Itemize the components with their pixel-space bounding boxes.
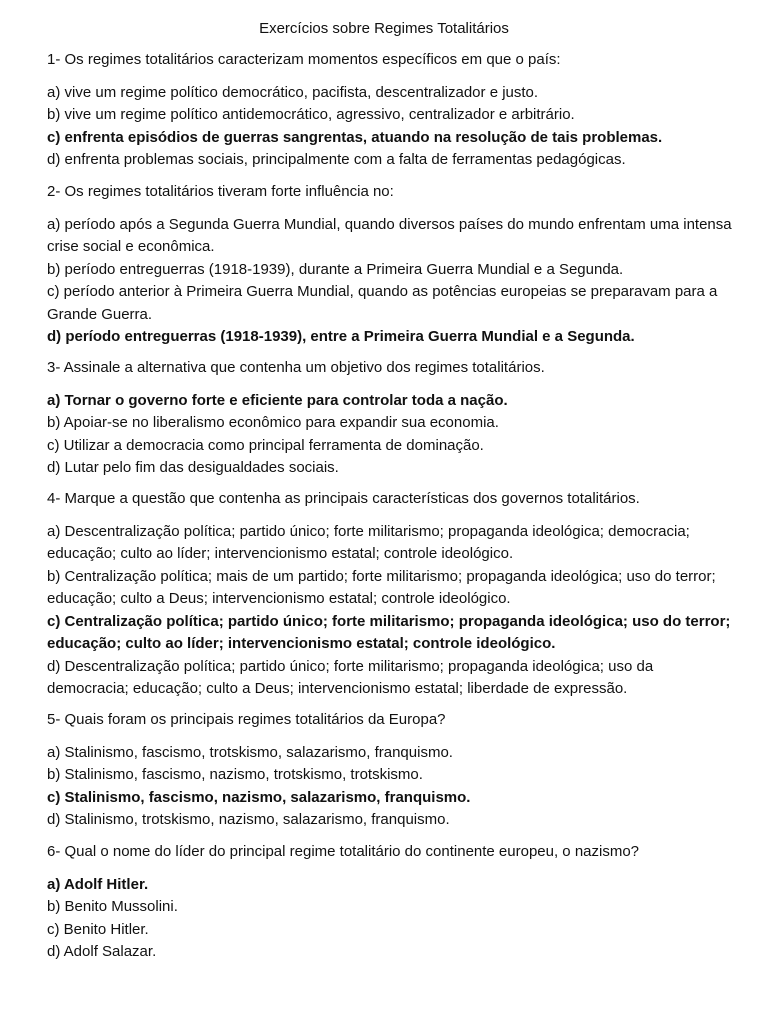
option-d: d) período entreguerras (1918-1939), entre a Primeira Guerra Mundial e a Segunda. (47, 328, 635, 345)
question-6 (47, 841, 737, 964)
question-stem: 1- Os regimes totalitários caracterizam momentos específicos em que o país: (47, 51, 561, 68)
option-b: b) período entreguerras (1918-1939), durante a Primeira Guerra Mundial e a Segunda. (47, 260, 624, 278)
option-a: a) Stalinismo, fascismo, trotskismo, salazarismo, franquismo. (47, 743, 453, 761)
option-d: d) Lutar pelo fim das desigualdades sociais. (47, 459, 339, 476)
option-b: b) Centralização política; mais de um partido; forte militarismo; propaganda ideológica; uso do terror; educação; culto a Deus; intervencionismo estatal; controle ideológico. (47, 567, 716, 607)
document-title: Exercícios sobre Regimes Totalitários (259, 20, 509, 37)
option-c: c) Benito Hitler. (47, 920, 149, 938)
option-c: c) enfrenta episódios de guerras sangrentas, atuando na resolução de tais problemas. (47, 128, 663, 146)
option-d: d) enfrenta problemas sociais, principalmente com a falta de ferramentas pedagógicas. (47, 151, 626, 168)
option-c: c) período anterior à Primeira Guerra Mundial, quando as potências europeias se preparavam para a Grande Guerra. (47, 283, 718, 323)
option-a: a) Adolf Hitler. (47, 875, 149, 893)
question-stem: 2- Os regimes totalitários tiveram forte influência no: (47, 183, 394, 200)
question-stem: 6- Qual o nome do líder do principal regime totalitário do continente europeu, o nazismo? (47, 843, 640, 860)
option-c: c) Stalinismo, fascismo, nazismo, salazarismo, franquismo. (47, 788, 471, 806)
option-b: b) Apoiar-se no liberalismo econômico para expandir sua economia. (47, 414, 499, 431)
option-c: c) Centralização política; partido único; forte militarismo; propaganda ideológica; uso do terror; educação; culto ao líder; intervencionismo estatal; controle ideológico. (47, 612, 731, 652)
option-c: c) Utilizar a democracia como principal ferramenta de dominação. (47, 436, 484, 454)
option-d: d) Stalinismo, trotskismo, nazismo, salazarismo, franquismo. (47, 811, 450, 828)
question-3 (47, 357, 737, 480)
option-d: d) Descentralização política; partido único; forte militarismo; propaganda ideológica; uso da democracia; educação; culto a Deus; intervencionismo estatal; liberdade de expressão. (47, 657, 654, 697)
question-2 (47, 181, 737, 349)
option-d: d) Adolf Salazar. (47, 943, 157, 960)
option-b: b) Stalinismo, fascismo, nazismo, trotskismo, trotskismo. (47, 766, 423, 783)
option-a: a) vive um regime político democrático, pacifista, descentralizador e justo. (47, 83, 539, 101)
option-b: b) vive um regime político antidemocrático, agressivo, centralizador e arbitrário. (47, 106, 575, 123)
question-stem: 5- Quais foram os principais regimes totalitários da Europa? (47, 711, 446, 728)
option-a: a) Tornar o governo forte e eficiente para controlar toda a nação. (47, 391, 508, 409)
option-a: a) período após a Segunda Guerra Mundial, quando diversos países do mundo enfrentam uma intensa crise social e econômica. (47, 215, 732, 255)
question-4 (47, 488, 737, 701)
question-stem: 4- Marque a questão que contenha as principais características dos governos totalitários. (47, 490, 640, 507)
option-b: b) Benito Mussolini. (47, 898, 178, 915)
option-a: a) Descentralização política; partido único; forte militarismo; propaganda ideológica; democracia; educação; culto ao líder; intervencionismo estatal; controle ideológico. (47, 522, 690, 562)
question-stem: 3- Assinale a alternativa que contenha um objetivo dos regimes totalitários. (47, 359, 545, 376)
question-5 (47, 709, 737, 832)
question-1 (47, 49, 737, 172)
